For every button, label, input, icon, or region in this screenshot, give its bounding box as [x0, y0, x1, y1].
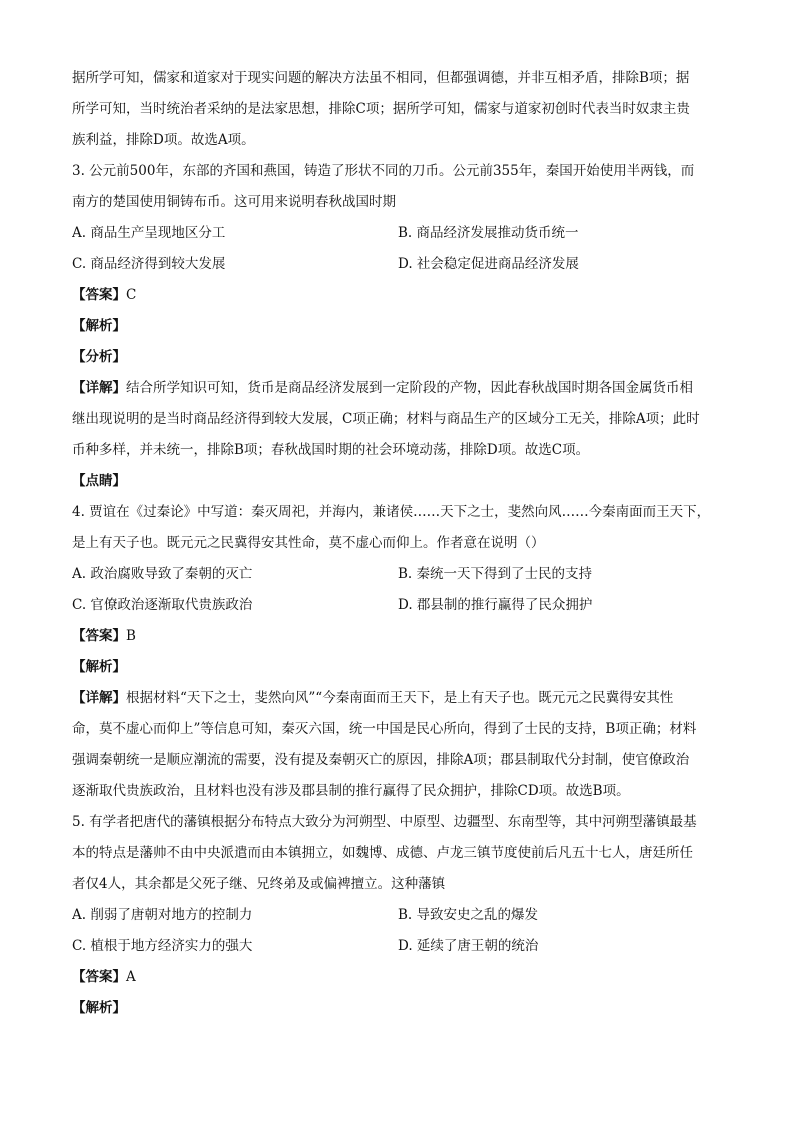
text-line: 族利益，排除D项。故选A项。 — [72, 132, 255, 148]
question-3 — [72, 156, 724, 497]
document-content — [72, 63, 724, 1024]
answer-value: B — [126, 628, 136, 644]
detail-text: 根据材料“天下之士，斐然向风”“今秦南面而王天下，是上有天子也。既元元之民冀得安其性 — [126, 690, 674, 706]
answer-line — [72, 962, 724, 993]
option-a: A. 削弱了唐朝对地方的控制力 — [72, 907, 253, 923]
answer-line — [72, 621, 724, 652]
explanation-line: 继出现说明的是当时商品经济得到较大发展，C项正确；材料与商品生产的区域分工无关，排除A项；此时 — [72, 411, 700, 427]
answer-value: A — [126, 969, 136, 985]
text-line: 据所学可知，儒家和道家对于现实问题的解决方法虽不相同，但都强调德，并非互相矛盾，排除B项；据 — [72, 70, 690, 86]
detail-text: 结合所学知识可知，货币是商品经济发展到一定阶段的产物，因此春秋战国时期各国金属货币相 — [126, 380, 693, 396]
answer-line — [72, 280, 724, 311]
option-row — [72, 218, 724, 249]
explanation-line — [72, 683, 724, 714]
option-row — [72, 249, 724, 280]
option-b: B. 秦统一天下得到了士民的支持 — [398, 566, 593, 582]
question-4 — [72, 497, 724, 807]
explanation-line: 币种多样，并未统一，排除B项；春秋战国时期的社会环境动荡，排除D项。故选C项。 — [72, 442, 590, 458]
answer-value: C — [126, 287, 137, 303]
option-c: C. 商品经济得到较大发展 — [72, 256, 226, 272]
analysis-label: 【解析】 — [72, 1000, 126, 1016]
question-stem: 者仅4人，其余都是父死子继、兄终弟及或偏裨擅立。这种藩镇 — [72, 876, 446, 892]
option-b: B. 导致安史之乱的爆发 — [398, 907, 539, 923]
detail-label: 【详解】 — [72, 690, 126, 706]
option-a: A. 商品生产呈现地区分工 — [72, 225, 226, 241]
option-c: C. 植根于地方经济实力的强大 — [72, 938, 253, 954]
explanation-line: 强调秦朝统一是顺应潮流的需要，没有提及秦朝灭亡的原因，排除A项；郡县制取代分封制，使官僚政治 — [72, 752, 690, 768]
option-d: D. 延续了唐王朝的统治 — [398, 938, 539, 954]
answer-label: 【答案】 — [72, 969, 126, 985]
option-row — [72, 900, 724, 931]
question-stem: 本的特点是藩帅不由中央派遣而由本镇拥立，如魏博、成德、卢龙三镇节度使前后凡五十七人，唐廷所任 — [72, 845, 693, 861]
answer-label: 【答案】 — [72, 628, 126, 644]
question-5 — [72, 807, 724, 1024]
option-d: D. 社会稳定促进商品经济发展 — [398, 256, 579, 272]
option-b: B. 商品经济发展推动货币统一 — [398, 225, 579, 241]
explanation-line: 逐渐取代贵族政治，且材料也没有涉及郡县制的推行赢得了民众拥护，排除CD项。故选B项。 — [72, 783, 630, 799]
analysis-label: 【解析】 — [72, 659, 126, 675]
answer-label: 【答案】 — [72, 287, 126, 303]
question-stem: 是上有天子也。既元元之民冀得安其性命，莫不虚心而仰上。作者意在说明（） — [72, 535, 545, 551]
option-row — [72, 931, 724, 962]
question-stem: 南方的楚国使用铜铸布币。这可用来说明春秋战国时期 — [72, 194, 396, 210]
option-row — [72, 590, 724, 621]
text-line: 所学可知，当时统治者采纳的是法家思想，排除C项；据所学可知，儒家与道家初创时代表当时奴隶主贵 — [72, 101, 690, 117]
detail-label: 【详解】 — [72, 380, 126, 396]
option-row — [72, 559, 724, 590]
dianjing-label: 【点睛】 — [72, 473, 126, 489]
question-stem: 5. 有学者把唐代的藩镇根据分布特点大致分为河朔型、中原型、边疆型、东南型等，其中河朔型藩镇最基 — [72, 814, 697, 830]
explanation-line — [72, 373, 724, 404]
option-d: D. 郡县制的推行赢得了民众拥护 — [398, 597, 593, 613]
explanation-line: 命，莫不虚心而仰上”等信息可知，秦灭六国，统一中国是民心所向，得到了士民的支持，B项正确；材料 — [72, 721, 697, 737]
question-stem: 4. 贾谊在《过秦论》中写道：秦灭周祀，并海内，兼诸侯……天下之士，斐然向风……今秦南面而王天下， — [72, 504, 711, 520]
fenxi-label: 【分析】 — [72, 349, 126, 365]
option-c: C. 官僚政治逐渐取代贵族政治 — [72, 597, 253, 613]
option-a: A. 政治腐败导致了秦朝的灭亡 — [72, 566, 253, 582]
analysis-label: 【解析】 — [72, 318, 126, 334]
question-stem: 3. 公元前500年，东部的齐国和燕国，铸造了形状不同的刀币。公元前355年，秦国开始使用半两钱，而 — [72, 163, 695, 179]
